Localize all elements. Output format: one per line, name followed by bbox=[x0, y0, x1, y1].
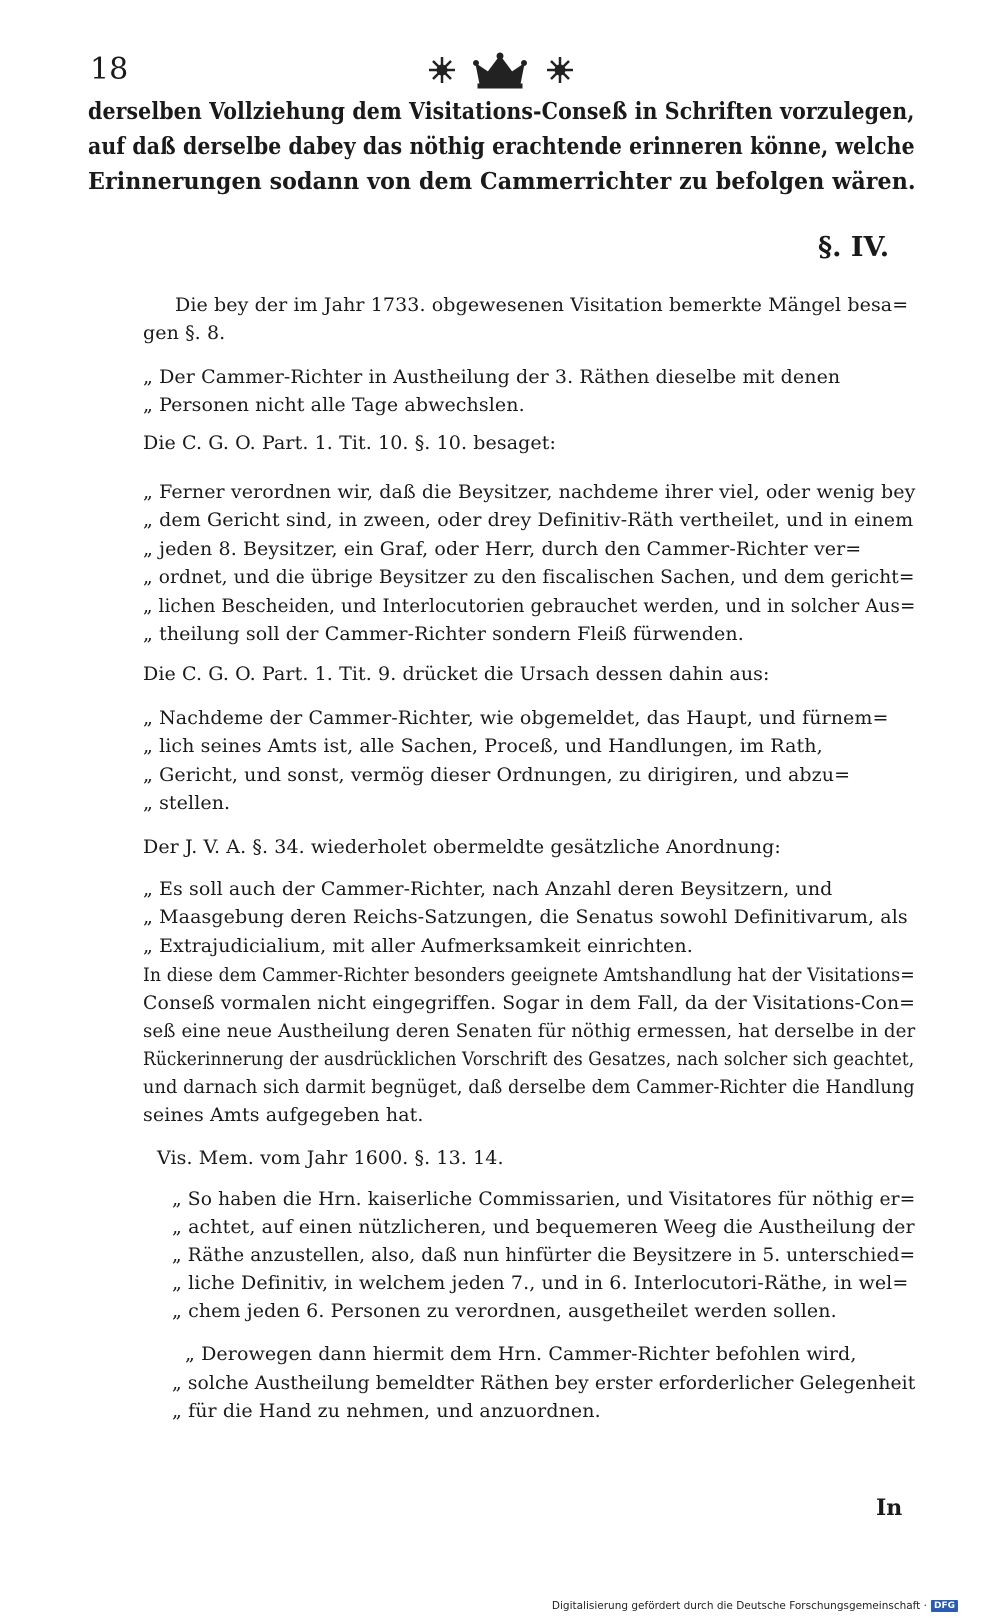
quote-line: „ lich seines Amts ist, alle Sachen, Proceß, und Handlungen, im Rath, bbox=[143, 735, 823, 757]
quote-line: „ für die Hand zu nehmen, und anzuordnen. bbox=[172, 1400, 601, 1422]
quote-line: „ Derowegen dann hiermit dem Hrn. Cammer-Richter befohlen wird, bbox=[185, 1343, 857, 1365]
quote-line: „ Maasgebung deren Reichs-Satzungen, die Senatus sowohl Definitivarum, als bbox=[143, 906, 908, 928]
crown-ornament-icon bbox=[420, 50, 580, 90]
text-line: In diese dem Cammer-Richter besonders geeignete Amtshandlung hat der Visitations= bbox=[143, 964, 915, 986]
catchword: In bbox=[876, 1495, 903, 1521]
text-line: Die C. G. O. Part. 1. Tit. 10. §. 10. besaget: bbox=[143, 432, 556, 454]
text-line: Vis. Mem. vom Jahr 1600. §. 13. 14. bbox=[157, 1147, 504, 1169]
text-line: Der J. V. A. §. 34. wiederholet obermeldte gesätzliche Anordnung: bbox=[143, 836, 781, 858]
text-line: derselben Vollziehung dem Visitations-Conseß in Schriften vorzulegen, bbox=[88, 98, 915, 125]
quote-line: „ Ferner verordnen wir, daß die Beysitzer, nachdeme ihrer viel, oder wenig bey bbox=[143, 481, 916, 503]
text-line: Rückerinnerung der ausdrücklichen Vorschrift des Gesatzes, nach solcher sich geachtet, bbox=[143, 1048, 915, 1070]
quote-line: „ theilung soll der Cammer-Richter sondern Fleiß fürwenden. bbox=[143, 623, 744, 645]
quote-line: „ Räthe anzustellen, also, daß nun hinfürter die Beysitzere in 5. unterschied= bbox=[172, 1244, 916, 1266]
text-line: Die C. G. O. Part. 1. Tit. 9. drücket die Ursach dessen dahin aus: bbox=[143, 663, 770, 685]
quote-line: „ chem jeden 6. Personen zu verordnen, ausgetheilet werden sollen. bbox=[172, 1300, 837, 1322]
quote-line: „ liche Definitiv, in welchem jeden 7., und in 6. Interlocutori-Räthe, in wel= bbox=[172, 1272, 909, 1294]
text-line: seß eine neue Austheilung deren Senaten für nöthig ermessen, hat derselbe in der bbox=[143, 1020, 916, 1042]
quote-line: „ Nachdeme der Cammer-Richter, wie obgemeldet, das Haupt, und fürnem= bbox=[143, 707, 889, 729]
quote-line: „ jeden 8. Beysitzer, ein Graf, oder Herr, durch den Cammer-Richter ver= bbox=[143, 538, 862, 560]
quote-line: „ Es soll auch der Cammer-Richter, nach Anzahl deren Beysitzern, und bbox=[143, 878, 833, 900]
quote-line: „ Der Cammer-Richter in Austheilung der 3. Räthen dieselbe mit denen bbox=[143, 366, 841, 388]
quote-line: „ Gericht, und sonst, vermög dieser Ordnungen, zu dirigiren, und abzu= bbox=[143, 764, 851, 786]
quote-line: „ achtet, auf einen nützlicheren, und bequemeren Weeg die Austheilung der bbox=[172, 1216, 915, 1238]
quote-line: „ lichen Bescheiden, und Interlocutorien gebrauchet werden, und in solcher Aus= bbox=[143, 595, 916, 617]
text-line: auf daß derselbe dabey das nöthig erachtende erinneren könne, welche bbox=[88, 133, 915, 160]
quote-line: „ solche Austheilung bemeldter Räthen bey erster erforderlicher Gelegenheit bbox=[172, 1372, 916, 1394]
text-line: gen §. 8. bbox=[143, 322, 226, 344]
dfg-logo-icon: DFG bbox=[931, 1600, 958, 1612]
footer-credit: Digitalisierung gefördert durch die Deutsche Forschungsgemeinschaft · bbox=[551, 1600, 927, 1612]
quote-line: „ stellen. bbox=[143, 792, 231, 814]
quote-line: „ ordnet, und die übrige Beysitzer zu den fiscalischen Sachen, und dem gericht= bbox=[143, 566, 915, 588]
digitization-footer bbox=[552, 1600, 958, 1612]
quote-line: „ Personen nicht alle Tage abwechslen. bbox=[143, 394, 525, 416]
section-heading: §. IV. bbox=[818, 232, 890, 263]
text-line: seines Amts aufgegeben hat. bbox=[143, 1104, 424, 1126]
text-line: Erinnerungen sodann von dem Cammerrichter zu befolgen wären. bbox=[88, 168, 916, 195]
quote-line: „ dem Gericht sind, in zween, oder drey Definitiv-Räth vertheilet, und in einem bbox=[143, 509, 914, 531]
text-line: Die bey der im Jahr 1733. obgewesenen Visitation bemerkte Mängel besa= bbox=[175, 294, 909, 316]
quote-line: „ So haben die Hrn. kaiserliche Commissarien, und Visitatores für nöthig er= bbox=[172, 1188, 916, 1210]
text-line: und darnach sich darmit begnüget, daß derselbe dem Cammer-Richter die Handlung bbox=[143, 1076, 915, 1098]
page-number: 18 bbox=[90, 52, 129, 87]
text-line: Conseß vormalen nicht eingegriffen. Sogar in dem Fall, da der Visitations-Con= bbox=[143, 992, 916, 1014]
quote-line: „ Extrajudicialium, mit aller Aufmerksamkeit einrichten. bbox=[143, 935, 693, 957]
